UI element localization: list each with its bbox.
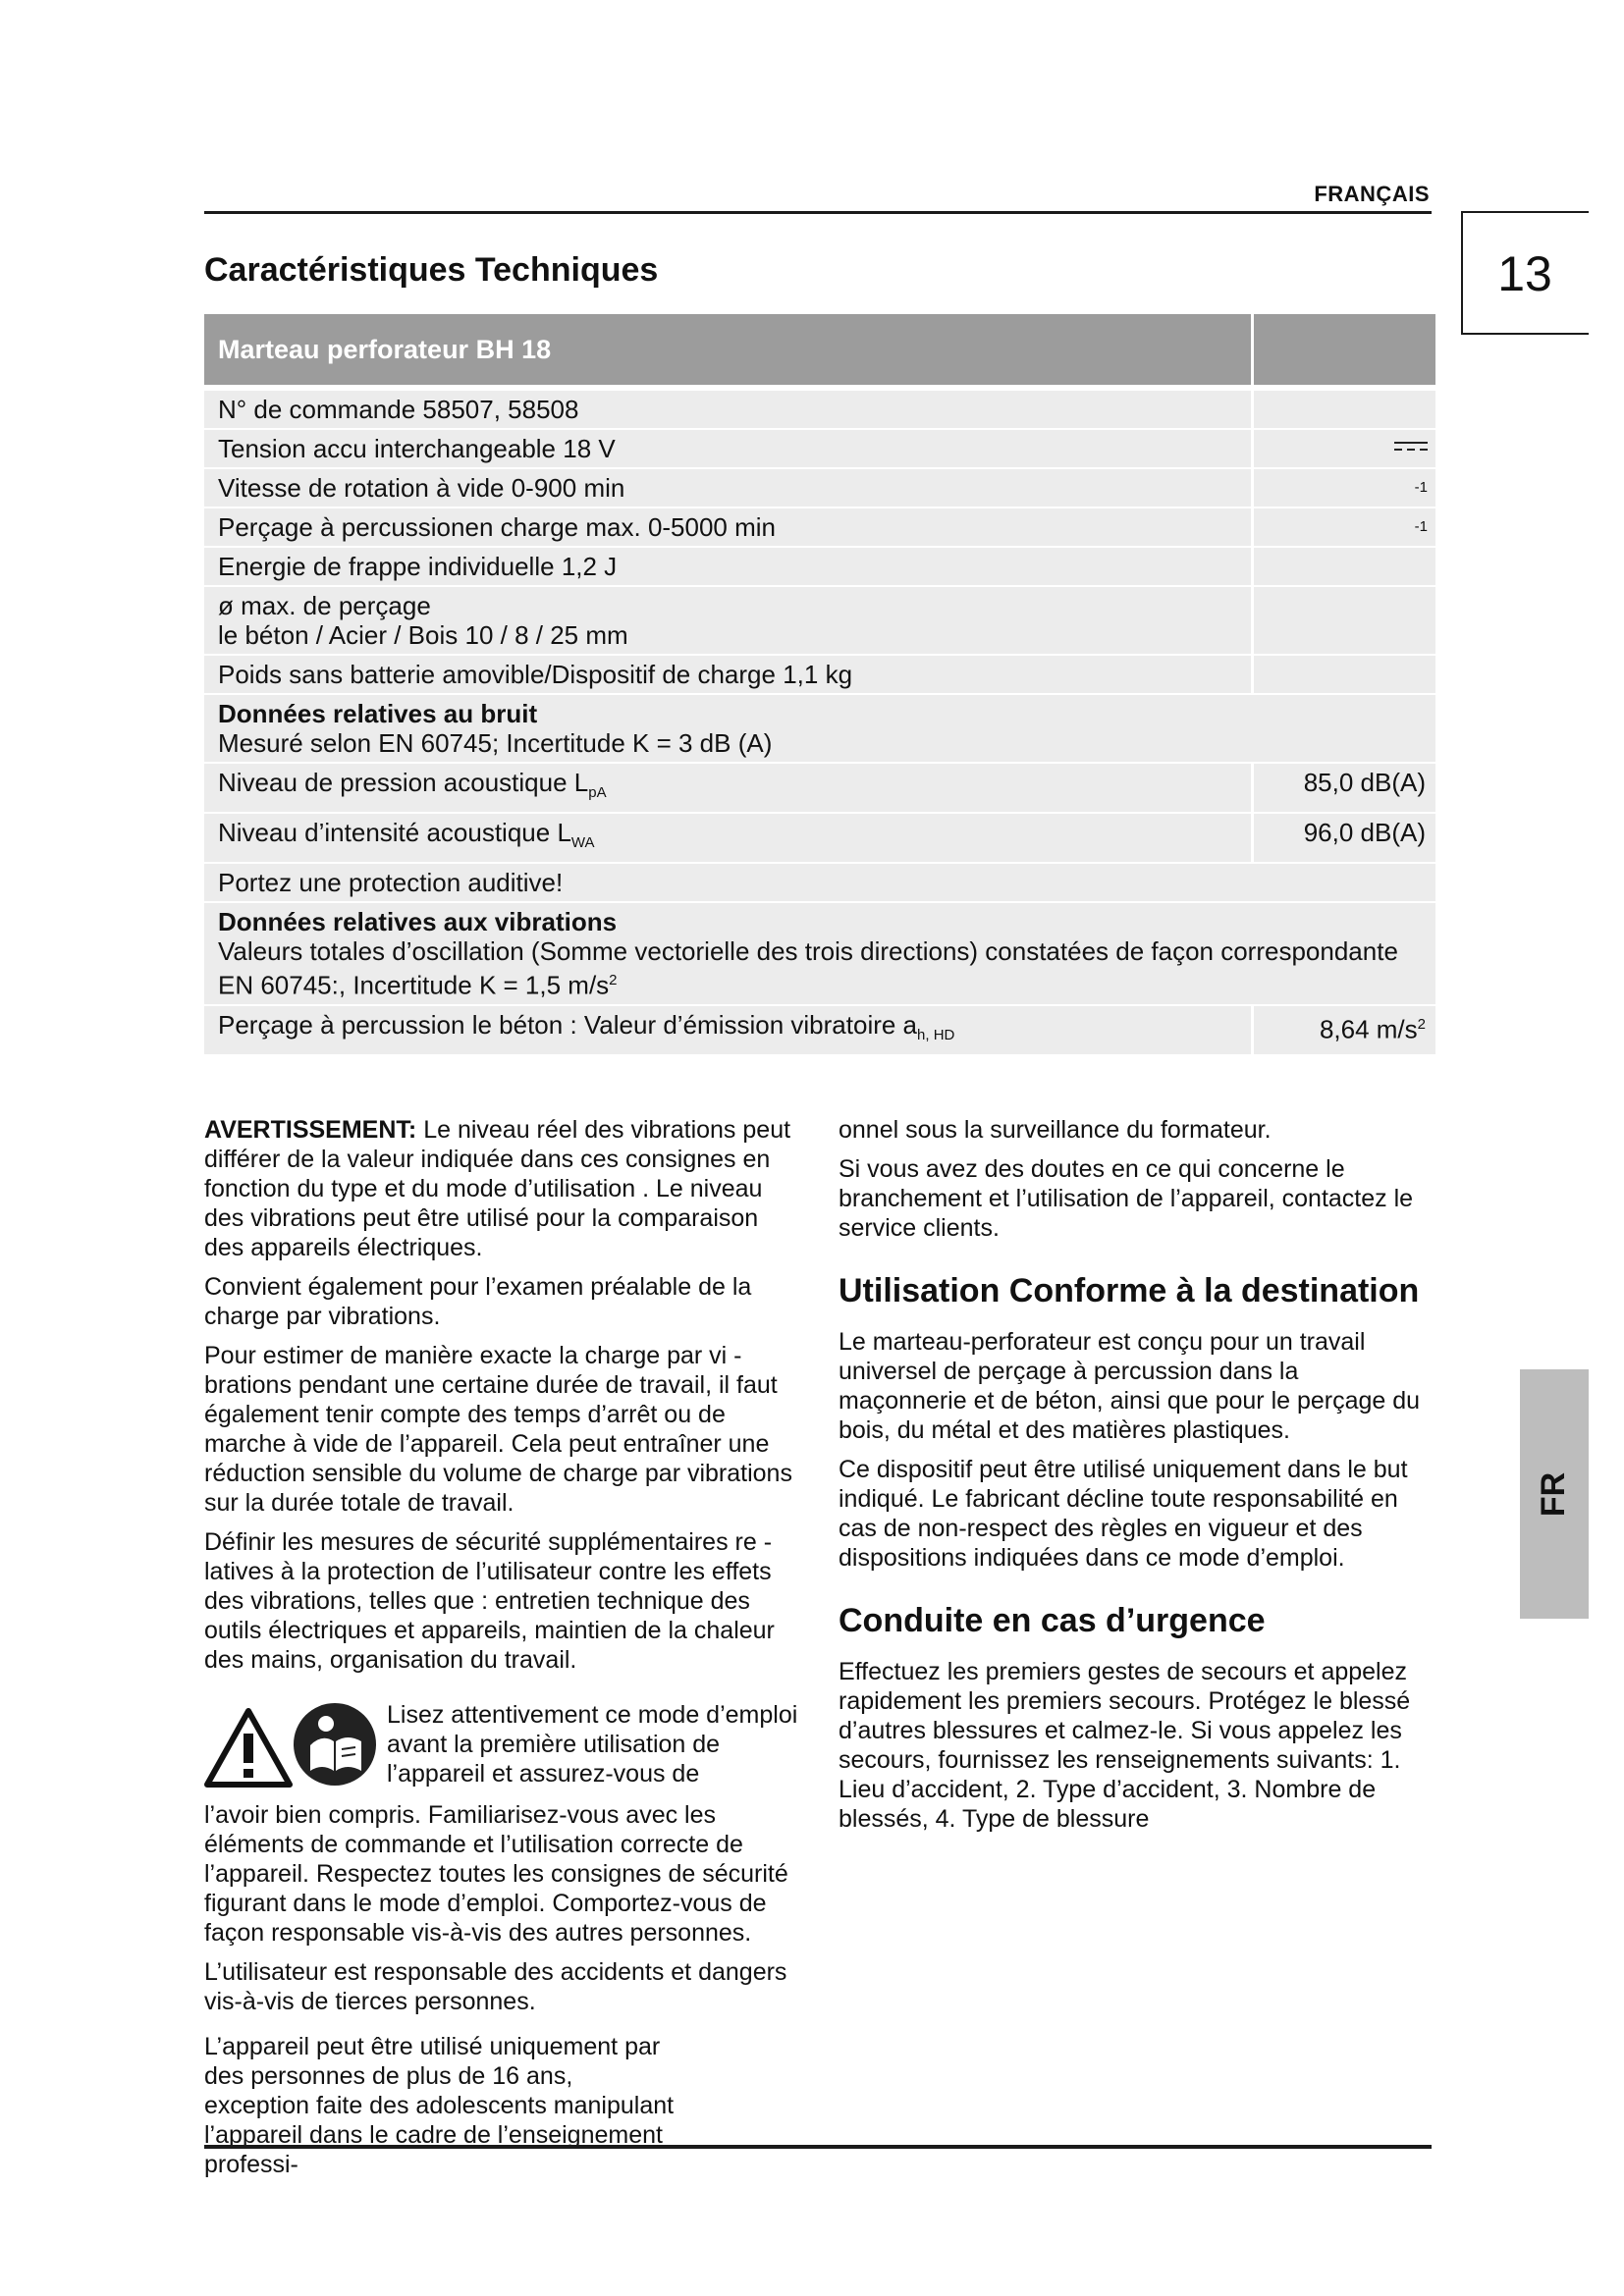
table-row: Poids sans batterie amovible/Dispositif de charge 1,1 kg bbox=[204, 656, 1435, 695]
safety-icons: Lisez attentivement ce mode d’emploi avant la première utilisation de l’appareil et assurez-vous de bbox=[204, 1700, 799, 1794]
table-header-row bbox=[204, 314, 1435, 387]
warning-paragraph: AVERTISSEMENT: Le niveau réel des vibrations peut différer de la valeur indiquée dans ces consignes en fonction du type et du mode d’utilisation . Le niveau des vibrations peut être utilisé pour la comparaison des appareils électriques. bbox=[204, 1116, 791, 1261]
right-column: onnel sous la surveillance du formateur. Si vous avez des doutes en ce qui concerne le branchement et l’utilisation de l’appareil, contactez le service clients. Utilisation Conforme à la destination Le marteau-perforateur est conçu pour un travail universel de perçage à percussion dans la maçonnerie et de béton, ainsi que pour le perçage du bois, du métal et des matières plastiques. Ce dispositif peut être utilisé uniquement dans le but indiqué. Le fabricant décline toute responsabilité en cas de non-respect des règles en vigueur et des dispositions indiquées dans ce mode d’emploi. Conduite en cas d’urgence Effectuez les premiers gestes de secours et appelez rapidement les premiers secours. Protégez le blessé d’autres blessures et calmez-le. Si vous appelez les secours, fournissez les renseignements suivants: 1. Lieu d’accident, 2. Type d’accident, 3. Nombre de blessés, 4. Type de blessure bbox=[839, 1115, 1433, 1843]
dc-symbol-icon bbox=[1394, 440, 1428, 454]
warning-triangle-icon bbox=[204, 1708, 293, 1789]
table-row: Niveau de pression acoustique $L_{pA}$ 85,0 dB(A) bbox=[204, 764, 1435, 814]
read-manual-icon bbox=[293, 1702, 377, 1787]
table-row: Niveau d’intensité acoustique $L_{WA}$ 96,0 dB(A) bbox=[204, 814, 1435, 864]
heading-emergency: Conduite en cas d’urgence bbox=[839, 1602, 1266, 1639]
heading-intended-use: Utilisation Conforme à la destination bbox=[839, 1272, 1420, 1309]
vibration-heading: Données relatives aux vibrations bbox=[218, 907, 618, 937]
table-title: Marteau perforateur BH 18 bbox=[204, 314, 1251, 385]
table-row: Tension accu interchangeable 18 V bbox=[204, 430, 1435, 469]
section-title: Caractéristiques Techniques bbox=[204, 251, 659, 289]
header-rule bbox=[204, 211, 1432, 214]
table-row: Portez une protection auditive! bbox=[204, 864, 1435, 903]
table-row: Energie de frappe individuelle 1,2 J bbox=[204, 548, 1435, 587]
header-language: FRANÇAIS bbox=[1314, 182, 1430, 206]
left-column: AVERTISSEMENT: Le niveau réel des vibrations peut différer de la valeur indiquée dans ces consignes en fonction du type et du mode d’utilisation . Le niveau des vibrations peut être utilisé pour la comparaison des appareils électriques. Convient également pour l’examen préalable de la charge par vibrations. Pour estimer de manière exacte la charge par vi - brations pendant une certaine durée de travail, il faut également tenir compte des temps d’arrêt ou de marche à vide de l’appareil. Cela peut entraîner une réduction sensible du volume de charge par vibrations sur la durée totale de travail. Définir les mesures de sécurité supplémentaires re - latives à la protection de l’utilisateur contre les effets des vibrations, telles que : entretien technique des outils électriques et appareils, maintien de la chaleur des mains, organisation du travail. Lisez attentivement ce mode d’emploi avant la première utilisation de l’appareil et assurez-vous de l’avoir bien compris. Familiarisez-vous avec les éléments de commande et l’utilisation correcte de l’appareil. Respectez toutes les consignes de sécurité figurant dans le mode d’emploi. Comportez-vous de façon responsable vis-à-vis des autres personnes. L’utilisateur est responsable des accidents et dangers vis-à-vis de tierces personnes. L’appareil peut être utilisé uniquement par des personnes de plus de 16 ans, exception faite des adolescents manipulant l’appareil dans le cadre de l’enseignement professi- bbox=[204, 1116, 798, 2178]
table-row: ø max. de perçage le béton / Acier / Bois 10 / 8 / 25 mm bbox=[204, 587, 1435, 656]
table-row: N° de commande 58507, 58508 bbox=[204, 391, 1435, 430]
spec-table bbox=[204, 314, 1435, 1056]
page-number: 13 bbox=[1497, 246, 1552, 301]
noise-heading: Données relatives au bruit bbox=[218, 699, 538, 728]
table-row: Vitesse de rotation à vide 0-900 min -1 bbox=[204, 469, 1435, 508]
footer-rule bbox=[204, 2145, 1432, 2149]
language-side-tab-label: FR bbox=[1535, 1471, 1573, 1517]
table-row: Perçage à percussion le béton : Valeur d’émission vibratoire $a_{h, HD}$ 8,64 $m/s^2$ bbox=[204, 1006, 1435, 1056]
table-row: Données relatives aux vibrations Valeurs totales d’oscillation (Somme vectorielle des trois directions) constatées de façon correspondante EN 60745:, Incertitude K = 1,5 $m/s^2$ bbox=[204, 903, 1435, 1006]
table-row: Perçage à percussionen charge max. 0-5000 min -1 bbox=[204, 508, 1435, 548]
table-row: Données relatives au bruit Mesuré selon EN 60745; Incertitude K = 3 dB (A) bbox=[204, 695, 1435, 764]
